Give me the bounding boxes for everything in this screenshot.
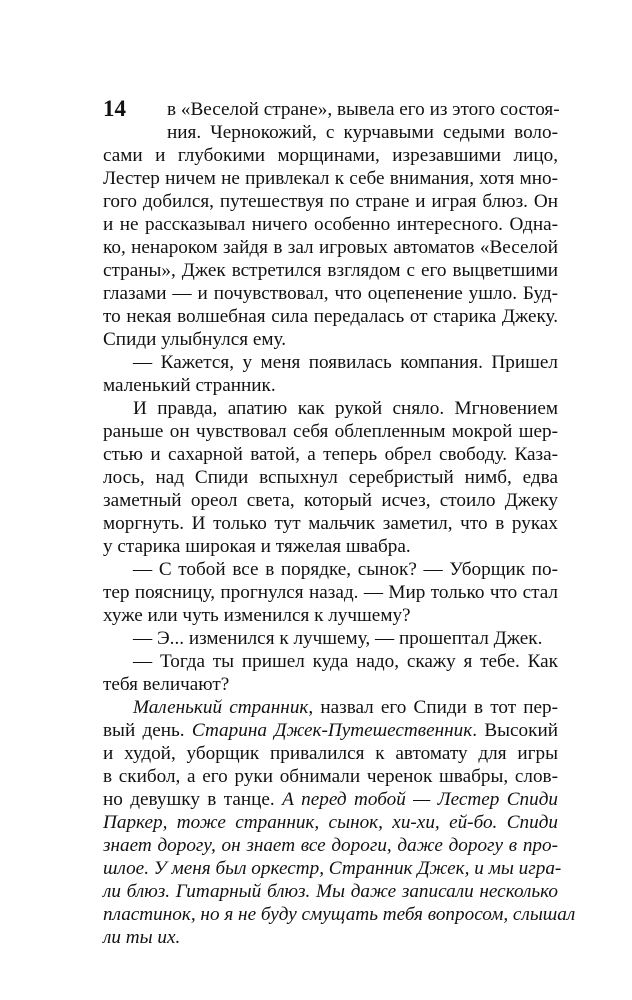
text-line: хуже или чуть изменился к лучшему? — [103, 605, 411, 626]
italic-phrase: Маленький странник — [133, 697, 309, 718]
text-line: тер поясницу, прогнулся назад. — Мир только что стал — [103, 582, 558, 603]
text-line: ко, ненароком зайдя в зал игровых автоматов «Веселой — [103, 237, 558, 258]
text-line: и не рассказывал ничего особенно интересного. Одна- — [103, 214, 558, 235]
text-line: заметный ореол света, который исчез, стоило Джеку — [103, 490, 558, 511]
text-line: Лестер ничем не привлекал к себе внимания, хотя мно- — [103, 168, 558, 189]
italic-text: ли блюз. Гитарный блюз. Мы даже записали несколько — [103, 881, 558, 902]
text-line: — С тобой все в порядке, сынок? — Уборщик по- — [133, 559, 558, 580]
text-line: у старика широкая и тяжелая швабра. — [103, 536, 411, 557]
text-line: в скибол, а его руки обнимали черенок швабры, слов- — [103, 766, 558, 787]
text-line: И правда, апатию как рукой сняло. Мгновением — [133, 398, 558, 419]
text-run: . Высокий — [472, 720, 558, 741]
text-run: вый день. — [103, 720, 192, 741]
italic-text: пластинок, но я не буду смущать тебя вопросом, слышал — [103, 904, 576, 925]
text-line — [103, 857, 562, 880]
text-line: раньше он чувствовал себя облепленным мокрой шер- — [103, 421, 558, 442]
text-line: тебя величают? — [103, 674, 230, 695]
text-line — [103, 880, 558, 903]
text-line — [103, 811, 558, 834]
text-run: , назвал его Спиди в тот пер- — [308, 697, 559, 718]
text-line: в «Веселой стране», вывела его из этого состоя- — [167, 99, 560, 120]
text-run: но девушку в танце. — [103, 789, 283, 810]
italic-phrase: А перед тобой — Лестер Спиди — [282, 789, 558, 810]
text-line: страны», Джек встретился взглядом с его выцветшими — [103, 260, 558, 281]
text-line: ния. Чернокожий, с курчавыми седыми воло- — [167, 122, 558, 143]
italic-text: ли ты их. — [103, 927, 181, 948]
text-line: то некая волшебная сила передалась от старика Джеку. — [103, 306, 558, 327]
text-line — [103, 903, 576, 926]
text-line: сами и глубокими морщинами, изрезавшими лицо, — [103, 145, 558, 166]
italic-phrase: Старина Джек-Путешественник — [191, 720, 473, 741]
italic-text: Паркер, тоже странник, сынок, хи-хи, ей-бо. Спиди — [103, 812, 558, 833]
text-line: стью и сахарной ватой, а теперь обрел свободу. Каза- — [103, 444, 558, 465]
text-line: — Э... изменился к лучшему, — прошептал Джек. — [133, 628, 543, 649]
text-line — [103, 788, 558, 811]
text-line: глазами — и почувствовал, что оцепенение ушло. Буд- — [103, 283, 558, 304]
text-line: и худой, уборщик привалился к автомату для игры — [103, 743, 558, 764]
page-number: 14 — [103, 96, 126, 121]
text-line: моргнуть. И только тут мальчик заметил, что в руках — [103, 513, 558, 534]
italic-text: шлое. У меня был оркестр, Странник Джек, и мы игра- — [103, 858, 562, 879]
text-line — [103, 834, 558, 857]
text-line — [133, 696, 558, 719]
text-line: маленький странник. — [103, 375, 276, 396]
text-line: Спиди улыбнулся ему. — [103, 329, 287, 350]
italic-text: знает дорогу, он знает все дороги, даже дорогу в про- — [103, 835, 558, 856]
text-line: — Тогда ты пришел куда надо, скажу я тебе. Как — [133, 651, 558, 672]
text-line: — Кажется, у меня появилась компания. Пришел — [133, 352, 558, 373]
text-line — [103, 719, 558, 742]
text-line — [103, 926, 180, 949]
text-line: гого добился, путешествуя по стране и играя блюз. Он — [103, 191, 558, 212]
text-line: лось, над Спиди вспыхнул серебристый нимб, едва — [103, 467, 558, 488]
